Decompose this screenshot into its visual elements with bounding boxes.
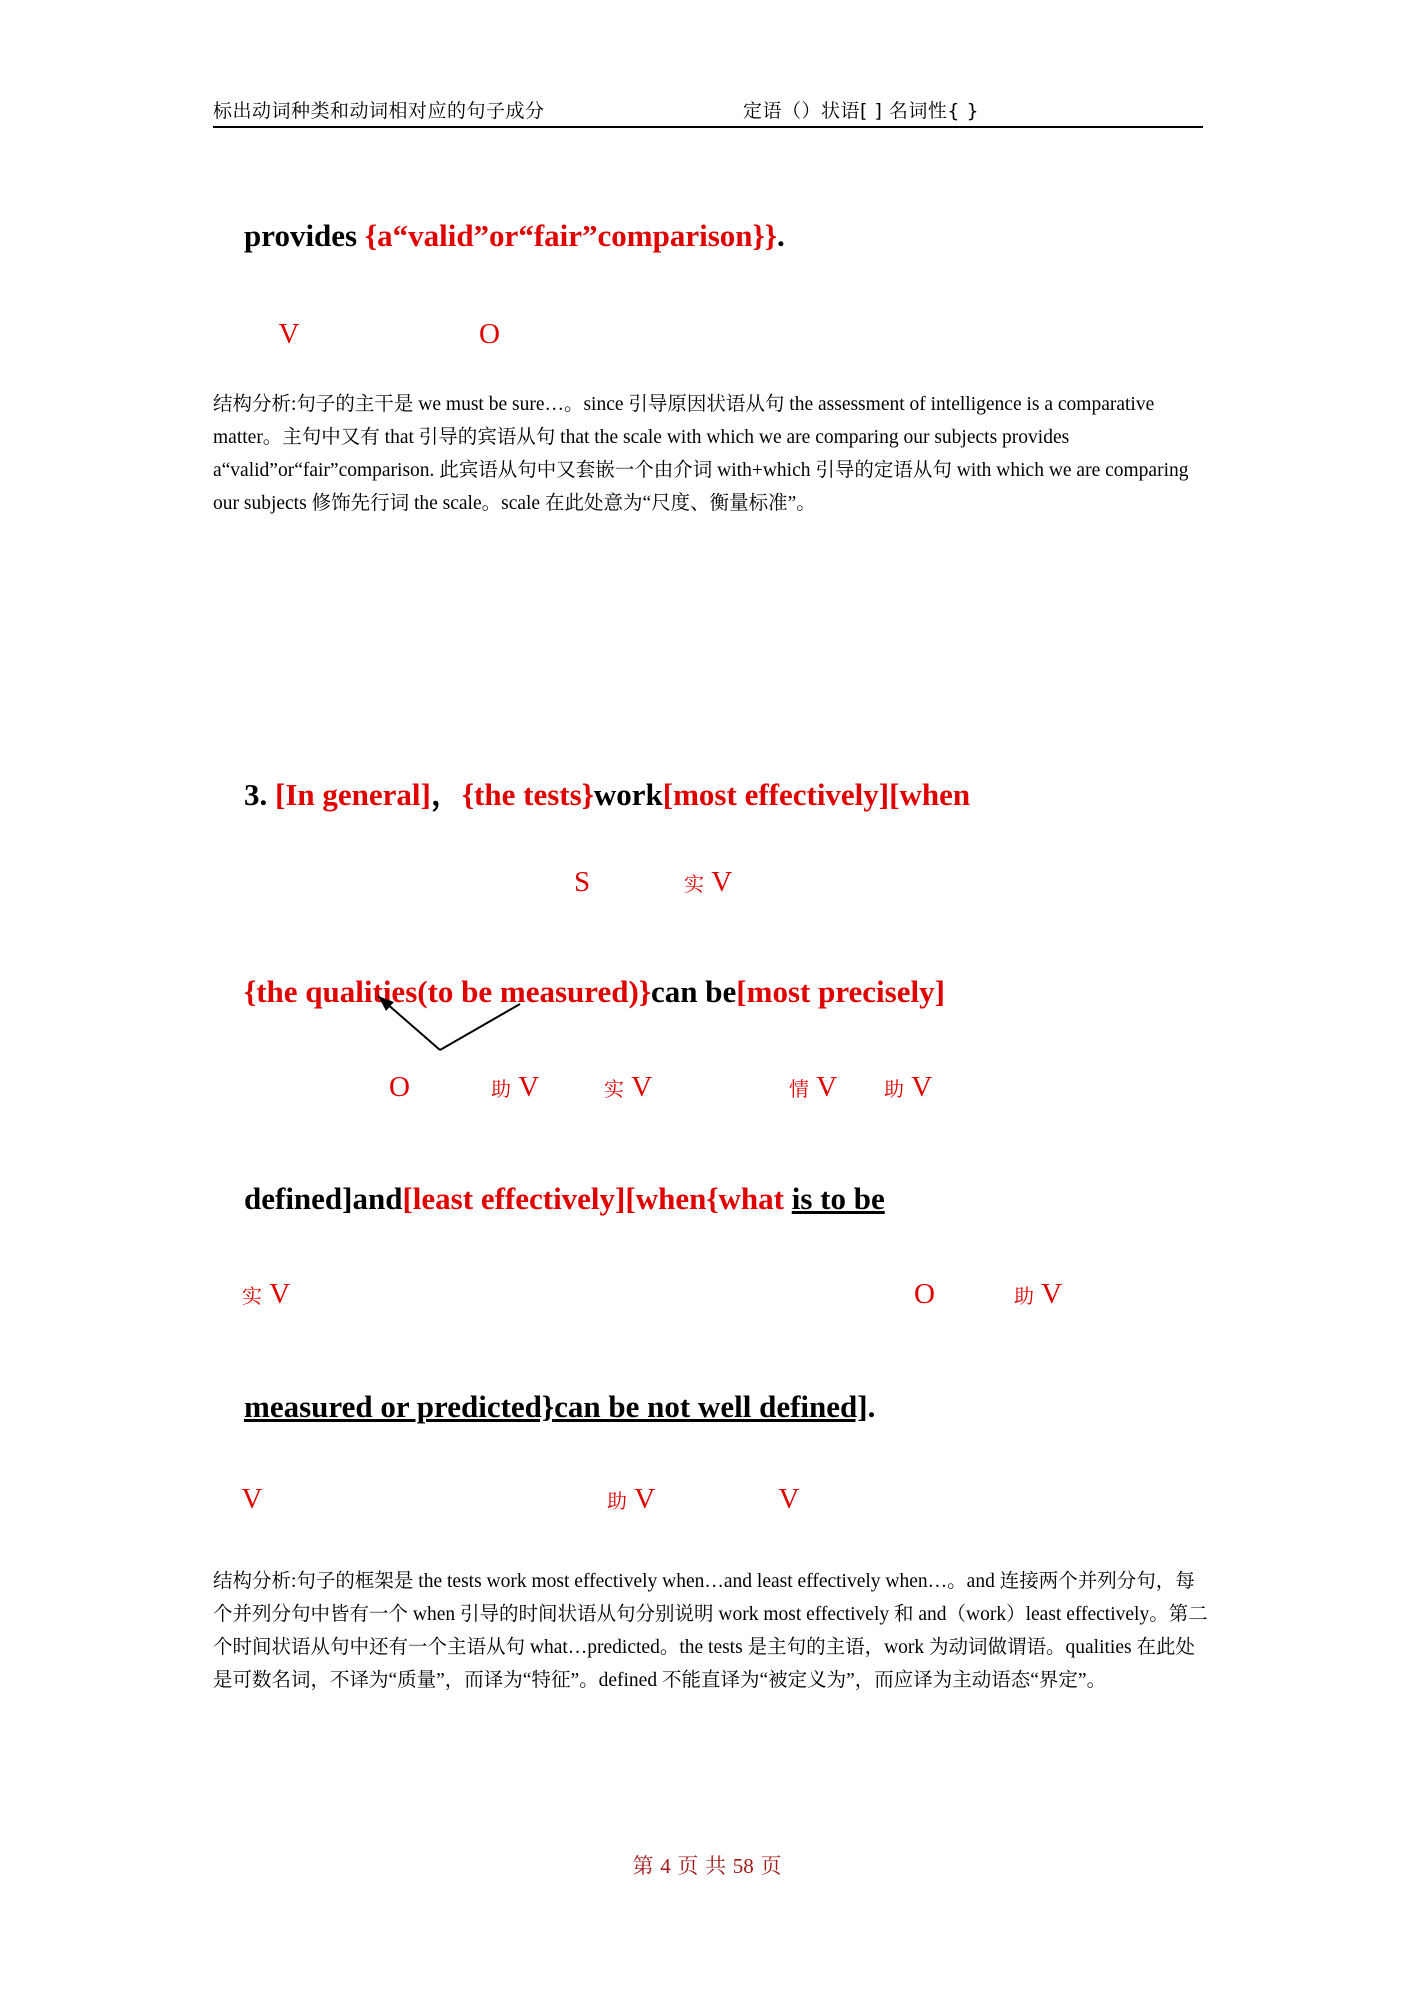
marker-main-verb-4 — [213, 1450, 262, 1549]
marker-object-3 — [885, 1245, 935, 1344]
marker-label: V — [911, 1071, 933, 1103]
sentence3-number: 3. — [244, 777, 268, 812]
marker-main-verb-5 — [750, 1450, 799, 1549]
marker-label: V — [711, 866, 733, 898]
footer-prefix: 第 — [632, 1854, 654, 1878]
marker-prefix: 实 — [242, 1284, 262, 1308]
marker-prefix: 助 — [884, 1077, 904, 1101]
sentence3-l3-seg-5: is to be — [791, 1181, 885, 1216]
marker-prefix: 助 — [491, 1077, 511, 1101]
sentence3-l3-seg-4: {what — [706, 1181, 792, 1216]
marker-verb — [250, 285, 299, 384]
sentence3-l3-seg-1: and — [352, 1181, 403, 1216]
sentence3-l4-seg-2: . — [867, 1389, 876, 1424]
sentence3-l3-seg-2: [least effectively] — [402, 1181, 626, 1216]
sentence3-l1-seg-4: [most effectively] — [662, 777, 890, 812]
marker-object — [450, 285, 500, 384]
sentence1-seg-2: . — [776, 218, 785, 253]
footer-middle: 页 共 — [677, 1854, 727, 1878]
marker-label: V — [778, 1483, 800, 1515]
marker-prefix: 助 — [1014, 1284, 1034, 1308]
sentence3-l4-seg-1: can be not well defined] — [554, 1389, 868, 1424]
marker-subject — [545, 833, 590, 932]
sentence3-analysis: 结构分析:句子的框架是 the tests work most effectively when…and least effectively when…。and 连接两个并列分句，每个并列分句中皆有一个 when 引导的时间状语从句分别说明 work most effectively 和 and（work）least effectively。第二个时间状语从句中还有一个主语从句 what…predicted。the tests 是主句的主语，work 为动词做谓语。qualities 在此处是可数名词，不译为“质量”，而译为“特征”。defined 不能直译为“被定义为”，而应译为主动语态“界定”。 — [213, 1571, 1208, 1691]
marker-label: O — [914, 1278, 935, 1310]
marker-prefix: 助 — [607, 1489, 627, 1513]
sentence3-line4 — [213, 1353, 875, 1461]
header-right-text: 定语（）状语[ ] 名词性{ } — [743, 100, 980, 122]
sentence3-l2-seg-4: [most precisely] — [736, 974, 945, 1009]
marker-prefix: 情 — [789, 1077, 809, 1101]
page-footer — [0, 1850, 1414, 1880]
sentence3-l3-seg-0: defined] — [244, 1181, 353, 1216]
footer-current-page: 4 — [660, 1854, 671, 1878]
marker-label: O — [479, 318, 500, 350]
marker-main-verb-2 — [575, 1038, 652, 1137]
marker-prefix: 实 — [684, 872, 704, 896]
marker-main-verb-3 — [213, 1245, 290, 1344]
page-header — [213, 96, 1203, 123]
sentence3-line3 — [213, 1145, 885, 1253]
marker-label: V — [634, 1483, 656, 1515]
sentence1-analysis: 结构分析:句子的主干是 we must be sure…。since 引导原因状语从句 the assessment of intelligence is a comparative matter。主句中又有 that 引导的宾语从句 that the scale with which we are comparing our subjects provides a“valid”or“fair”comparison. 此宾语从句中又套嵌一个由介词 with+which 引导的定语从句 with which we are comparing our subjects 修饰先行词 the scale。scale 在此处意为“尺度、衡量标准”。 — [213, 394, 1189, 514]
sentence3-l1-seg-5: [when — [889, 777, 971, 812]
marker-label: V — [518, 1071, 540, 1103]
marker-aux-verb-1 — [462, 1038, 539, 1137]
marker-aux-verb-4 — [578, 1450, 655, 1549]
marker-prefix: 实 — [604, 1077, 624, 1101]
sentence3-l2-seg-3: can be — [651, 974, 737, 1009]
marker-aux-verb-3 — [985, 1245, 1062, 1344]
sentence1-seg-1: {a“valid”or“fair”comparison}} — [364, 218, 777, 253]
sentence3-l1-seg-2: {the tests} — [461, 777, 594, 812]
sentence1-line — [213, 182, 785, 290]
sentence3-l1-seg-0: [In general] — [275, 777, 431, 812]
footer-total-pages: 58 — [732, 1854, 754, 1878]
header-left-text: 标出动词种类和动词相对应的句子成分 — [213, 100, 545, 122]
marker-label: V — [278, 318, 300, 350]
marker-aux-verb-2 — [855, 1038, 932, 1137]
marker-label: V — [241, 1483, 263, 1515]
sentence1-seg-0: provides — [244, 218, 365, 253]
marker-label: V — [269, 1278, 291, 1310]
marker-label: O — [389, 1071, 410, 1103]
marker-modal-verb — [760, 1038, 837, 1137]
marker-main-verb — [655, 833, 732, 932]
marker-label: S — [574, 866, 591, 898]
sentence3-l3-seg-3: [when — [625, 1181, 707, 1216]
sentence3-l2-seg-1: (to be measured) — [417, 974, 639, 1009]
marker-label: V — [631, 1071, 653, 1103]
header-divider — [213, 126, 1203, 128]
sentence3-l2-seg-0: {the qualities — [244, 974, 418, 1009]
marker-object-2 — [360, 1038, 410, 1137]
marker-label: V — [816, 1071, 838, 1103]
sentence3-line1 — [213, 733, 970, 850]
sentence3-l4-seg-0: measured or predicted} — [244, 1389, 555, 1424]
footer-suffix: 页 — [760, 1854, 782, 1878]
sentence3-l1-seg-3: work — [593, 777, 663, 812]
sentence3-line2 — [213, 938, 945, 1046]
marker-label: V — [1041, 1278, 1063, 1310]
sentence3-l1-seg-1: ， — [430, 777, 462, 812]
sentence3-l2-seg-2: } — [638, 974, 652, 1009]
